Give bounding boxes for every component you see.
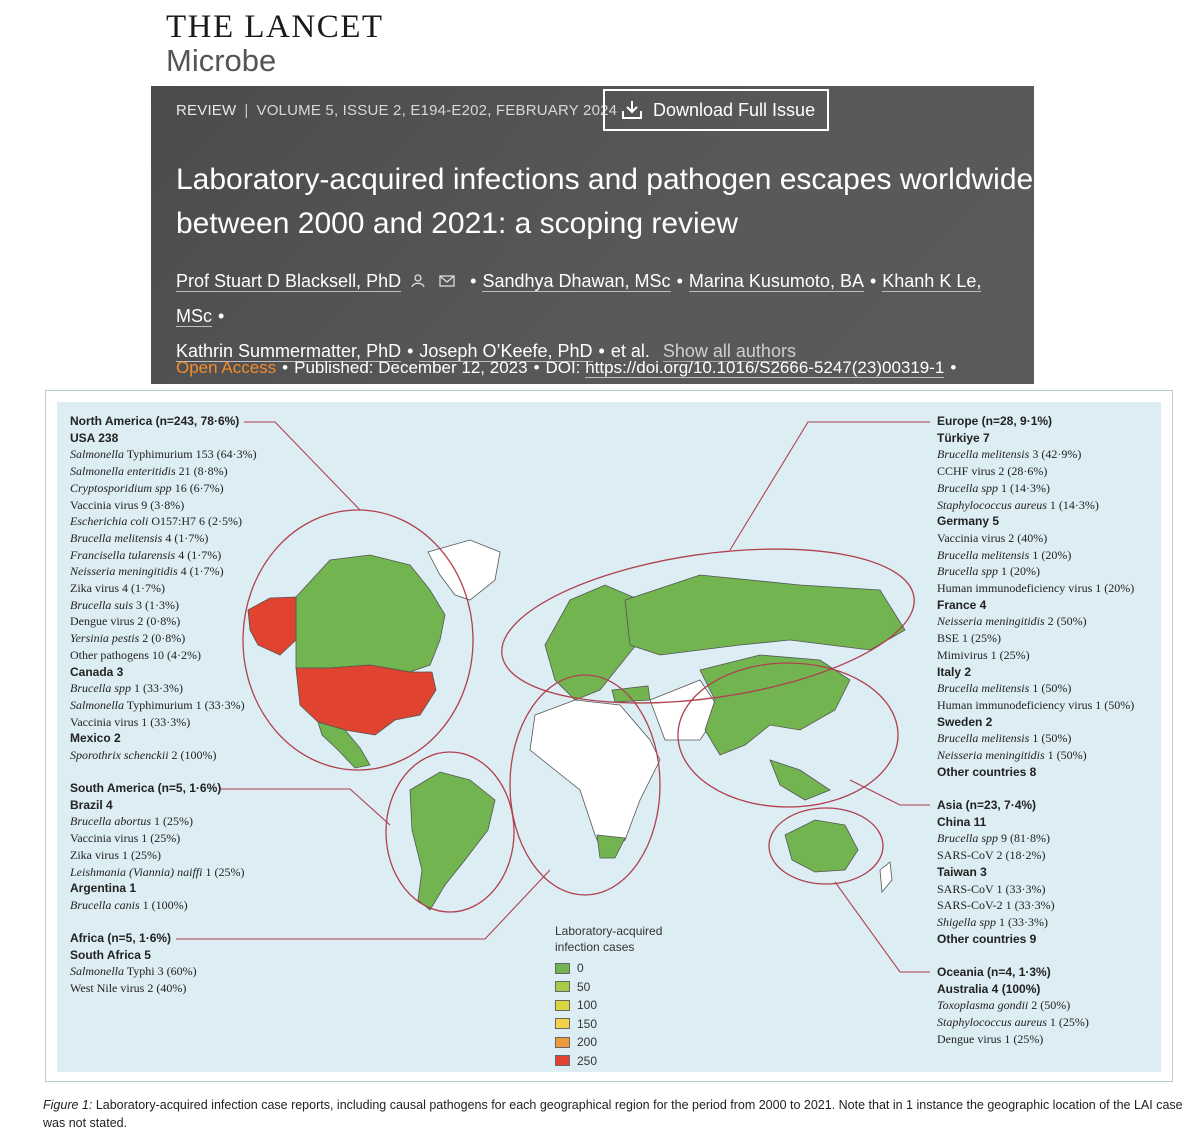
pathogen-entry: Dengue virus 1 (25%) [937,1031,1044,1046]
pathogen-entry: Staphylococcus aureus 1 (14·3%) [937,497,1099,512]
north-america-connector [244,422,360,510]
separator-dot: • [950,358,957,377]
pathogen-entry: Cryptosporidium spp 16 (6·7%) [70,480,224,495]
africa-shape [530,700,660,858]
south-africa-shape [597,835,625,858]
pathogen-entry: Vaccinia virus 2 (40%) [937,530,1048,545]
pathogen-entry: SARS-CoV-2 1 (33·3%) [937,898,1055,913]
north-america-list [70,413,257,764]
region-heading: South America (n=5, 1·6%) [70,781,222,795]
pathogen-entry: Brucella canis 1 (100%) [70,897,188,912]
legend-item [555,1052,685,1071]
article-type: REVIEW [176,102,237,119]
legend-swatch [555,1018,570,1029]
country-heading: Argentina 1 [70,881,137,896]
separator-dot: • [533,358,540,377]
pathogen-entry: Zika virus 1 (25%) [70,847,161,862]
pathogen-entry: Salmonella enteritidis 21 (8·8%) [70,464,228,479]
pathogen-entry: Vaccinia virus 1 (33·3%) [70,714,191,729]
region-heading: Asia (n=23, 7·4%) [937,798,1037,812]
separator-dot: • [598,341,605,361]
legend-label: 50 [577,979,591,994]
show-all-authors-link[interactable]: Show all authors [662,341,796,361]
legend-swatch [555,1037,570,1048]
pathogen-entry: Brucella spp 1 (33·3%) [70,681,183,696]
pathogen-entry: Other pathogens 10 (4·2%) [70,647,201,662]
pathogen-entry: Human immunodeficiency virus 1 (20%) [937,581,1135,596]
pathogen-entry: Salmonella Typhimurium 1 (33·3%) [70,697,245,712]
asia-connector [850,780,930,805]
et-al: et al. [610,341,650,361]
pathogen-entry: Zika virus 4 (1·7%) [70,581,165,596]
pathogen-entry: Yersinia pestis 2 (0·8%) [70,631,186,646]
legend-label: 100 [577,998,598,1013]
journal-subtitle: Microbe [166,43,277,78]
published-label: Published: [294,358,374,377]
pathogen-entry: Brucella melitensis 1 (50%) [937,681,1072,696]
legend-title [555,923,685,955]
pathogen-entry: Neisseria meningitidis 4 (1·7%) [70,564,224,579]
pathogen-entry: Sporothrix schenckii 2 (100%) [70,748,217,763]
pathogen-entry: Salmonella Typhimurium 153 (64·3%) [70,447,257,462]
country-heading: Türkiye 7 [937,430,990,445]
pathogen-entry: Brucella spp 1 (14·3%) [937,480,1050,495]
pathogen-entry: Brucella suis 3 (1·3%) [70,597,179,612]
pathogen-entry: Brucella abortus 1 (25%) [70,814,193,829]
separator-dot: • [218,306,225,326]
title-line-2: between 2000 and 2021: a scoping review [176,207,739,240]
legend-item [555,959,685,978]
pathogen-entry: Neisseria meningitidis 1 (50%) [937,748,1087,763]
new-zealand-shape [880,862,892,892]
author-link[interactable]: Marina Kusumoto, BA [688,271,864,291]
oceania-connector [835,882,930,972]
legend-label: 250 [577,1053,598,1068]
country-heading: Germany 5 [937,514,1000,529]
region-heading: Oceania (n=4, 1·3%) [937,965,1051,979]
volume-issue-link[interactable]: VOLUME 5, ISSUE 2, E194-E202, FEBRUARY 2024 [256,102,618,119]
oceania-list [937,964,1089,1048]
canada-shape [296,555,445,672]
legend-item [555,1033,685,1052]
turkiye-shape [612,686,650,702]
separator-dot: • [869,271,877,291]
country-heading: Italy 2 [937,664,972,679]
pathogen-entry: Human immunodeficiency virus 1 (50%) [937,697,1135,712]
author-link[interactable]: Prof Stuart D Blacksell, PhD [176,271,402,291]
separator-dot: • [470,271,477,291]
region-heading: Europe (n=28, 9·1%) [937,414,1053,428]
pathogen-entry: Escherichia coli O157:H7 6 (2·5%) [70,514,242,529]
legend-title-line-2: infection cases [555,940,635,954]
legend-item [555,996,685,1015]
country-heading: Taiwan 3 [937,864,987,879]
figure-label: Figure 1: [43,1098,93,1112]
pathogen-entry: Leishmania (Viannia) naiffi 1 (25%) [70,864,245,879]
pathogen-entry: Brucella melitensis 4 (1·7%) [70,530,209,545]
legend-item [555,978,685,997]
pathogen-entry: Staphylococcus aureus 1 (25%) [937,1015,1089,1030]
pathogen-entry: Brucella melitensis 3 (42·9%) [937,447,1082,462]
pathogen-entry: Brucella spp 1 (20%) [937,564,1040,579]
usa-shape [296,665,436,735]
figure-caption [43,1096,1183,1132]
open-access-badge[interactable]: Open Access [176,358,277,377]
legend-swatch [555,1055,570,1066]
country-heading: Other countries 8 [937,764,1037,779]
title-line-1: Laboratory-acquired infections and pathogen escapes worldwide [176,163,1034,196]
south-america-list [70,780,244,914]
doi-label: DOI: [545,358,581,377]
south-america-shape [410,772,495,910]
country-heading: Mexico 2 [70,731,121,746]
article-meta: REVIEW | VOLUME 5, ISSUE 2, E194-E202, FEBRUARY 2024 [176,102,618,119]
author-link[interactable]: Khanh K Le, MSc [176,271,982,326]
download-label: Download Full Issue [653,99,816,120]
caption-text: Laboratory-acquired infection case reports, including causal pathogens for each geographical region for the period from 2000 to 2021. Note that in 1 instance the geographic location of the LAI case was not stated. [43,1098,1183,1130]
pathogen-entry: Brucella melitensis 1 (20%) [937,547,1072,562]
europe-list [937,413,1134,780]
separator-dot: • [676,271,683,291]
map-legend [555,923,685,1070]
pathogen-entry: Vaccinia virus 1 (25%) [70,831,181,846]
separator-dot: • [282,358,289,377]
region-heading: Africa (n=5, 1·6%) [70,931,172,945]
country-heading: Other countries 9 [937,931,1037,946]
pathogen-entry: Neisseria meningitidis 2 (50%) [937,614,1087,629]
published-date: December 12, 2023 [378,358,528,377]
separator-dot: • [407,341,414,361]
author-link[interactable]: Sandhya Dhawan, MSc [482,271,671,291]
australia-shape [785,820,858,872]
pathogen-entry: Brucella spp 9 (81·8%) [937,831,1050,846]
pathogen-entry: Brucella melitensis 1 (50%) [937,731,1072,746]
country-heading: Australia 4 (100%) [937,981,1041,996]
author-link[interactable]: Joseph O’Keefe, PhD [419,341,593,361]
pathogen-entry: Francisella tularensis 4 (1·7%) [70,547,222,562]
country-heading: France 4 [937,597,987,612]
journal-name: THE LANCET [166,9,384,45]
legend-title-line-1: Laboratory-acquired [555,924,663,938]
legend-label: 150 [577,1016,598,1031]
southeast-asia-shape [770,760,830,800]
country-heading: South Africa 5 [70,947,151,962]
country-heading: Brazil 4 [70,797,113,812]
country-heading: Sweden 2 [937,714,993,729]
pathogen-entry: West Nile virus 2 (40%) [70,981,187,996]
legend-swatch [555,963,570,974]
country-heading: USA 238 [70,430,119,445]
legend-item [555,1015,685,1034]
legend-swatch [555,981,570,992]
author-link[interactable]: Kathrin Summermatter, PhD [176,341,402,361]
pathogen-entry: Vaccinia virus 9 (3·8%) [70,497,185,512]
legend-swatch [555,1000,570,1011]
legend-label: 200 [577,1035,598,1050]
pathogen-entry: Salmonella Typhi 3 (60%) [70,964,197,979]
pathogen-entry: BSE 1 (25%) [937,631,1001,646]
pathogen-entry: CCHF virus 2 (28·6%) [937,464,1048,479]
legend-label: 0 [577,961,584,976]
country-heading: Canada 3 [70,664,124,679]
region-heading: North America (n=243, 78·6%) [70,414,240,428]
country-heading: China 11 [937,814,987,829]
pathogen-entry: SARS-CoV 2 (18·2%) [937,848,1046,863]
south-america-connector [220,789,390,825]
pathogen-entry: Mimivirus 1 (25%) [937,647,1030,662]
pathogen-entry: Shigella spp 1 (33·3%) [937,914,1048,929]
pathogen-entry: Dengue virus 2 (0·8%) [70,614,181,629]
africa-list [70,930,197,997]
doi-link[interactable]: https://doi.org/10.1016/S2666-5247(23)00319-1 [585,358,945,377]
russia-shape [625,575,905,655]
asia-list [937,797,1055,947]
pathogen-entry: Toxoplasma gondii 2 (50%) [937,998,1071,1013]
europe-connector [730,422,930,550]
pathogen-entry: SARS-CoV 1 (33·3%) [937,881,1046,896]
